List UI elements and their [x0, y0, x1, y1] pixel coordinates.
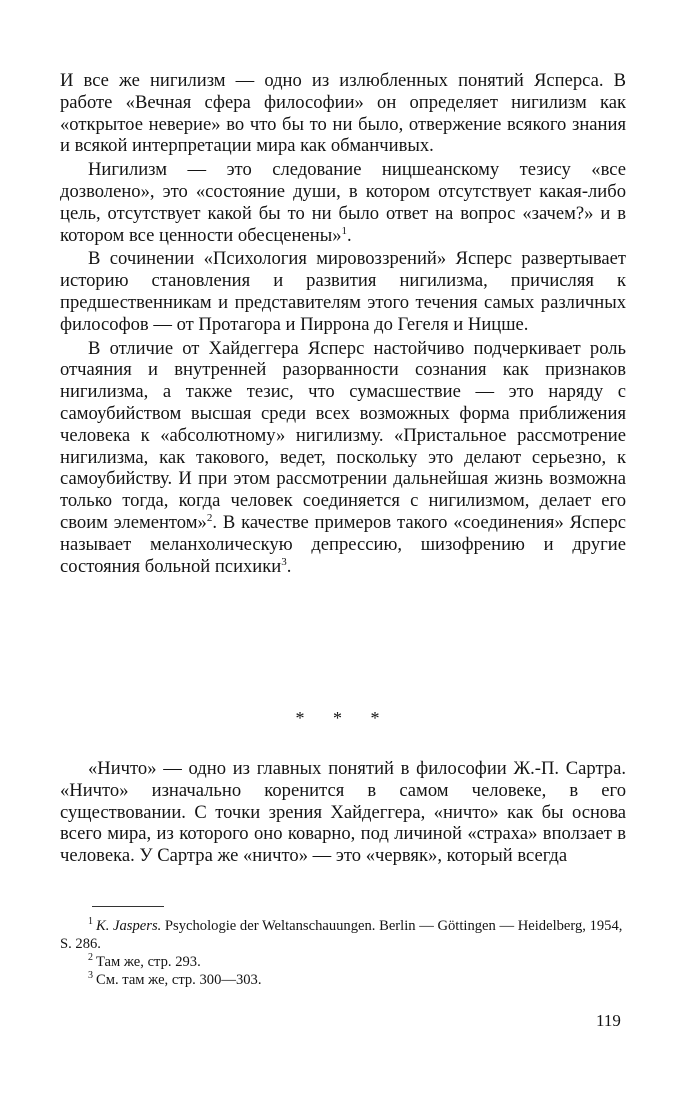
paragraph-3-text: В сочинении «Психология мировоззрений» Ясперс развертывает историю становления и развития нигилизма, причисляя к предшественникам и представителям этого течения самых различных философов — от Протагора и Пиррона до Гегеля и Ницше. — [60, 248, 626, 335]
footnote-1-author: K. Jaspers. — [96, 918, 162, 934]
paragraph-3 — [60, 248, 626, 335]
footnote-2 — [60, 953, 626, 971]
footnote-1-text: Psychologie der Weltanschauungen. Berlin — Göttingen — Heidelberg, 1954, S. 286. — [60, 918, 623, 952]
paragraph-1 — [60, 70, 626, 157]
footnote-ref-3[interactable]: 3 — [281, 555, 287, 568]
section-separator: * * * — [295, 708, 392, 728]
footnote-2-text: Там же, стр. 293. — [96, 954, 201, 970]
footnote-divider — [92, 906, 164, 907]
paragraph-4-text: В отличие от Хайдеггера Ясперс настойчиво подчеркивает роль отчаяния и внутренней разорванности сознания как признаков нигилизма, а также тезис, что сумасшествие — это наряду с самоубийством высшая среди всех возможных форма приближения человека к «абсолютному» нигилизму. «Пристальное рассмотрение нигилизма, как такового, ведет, поскольку это делают серьезно, к самоубийству. И при этом рассмотрении дальнейшая жизнь возможна только тогда, когда человек соединяется с нигилизмом, делает его своим элементом» — [60, 337, 626, 533]
footnote-ref-2[interactable]: 2 — [206, 511, 213, 524]
footnote-1-number: 1 — [88, 916, 93, 928]
footnote-3 — [60, 971, 626, 989]
paragraph-1-text: И все же нигилизм — одно из излюбленных понятий Ясперса. В работе «Вечная сфера философии» он определяет нигилизм как «открытое неверие» во что бы то ни было, отвержение всякого знания и всякой интерпретации мира как обманчивых. — [60, 70, 626, 157]
footnote-2-number: 2 — [88, 952, 93, 964]
footnote-ref-1[interactable]: 1 — [341, 224, 347, 237]
page-number: 119 — [596, 1011, 621, 1030]
paragraph-2-text: Нигилизм — это следование ницшеанскому тезису «все дозволено», это «состояние души, в котором отсутствует какая-либо цель, отсутствует какой бы то ни было ответ на вопрос «зачем?» и в котором все ценности обесценены» — [60, 159, 626, 246]
paragraph-4-end: . — [286, 555, 292, 577]
footnote-3-number: 3 — [88, 970, 93, 982]
footnote-3-text: См. там же, стр. 300—303. — [96, 972, 262, 988]
section-2 — [60, 758, 626, 867]
footnote-1 — [60, 917, 626, 953]
section-2-paragraph: «Ничто» — одно из главных понятий в философии Ж.-П. Сартра. «Ничто» изначально коренится в самом человеке, в его существовании. С точки зрения Хайдеггера, «ничто» как бы основа всего мира, из которого оно коварно, под личиной «страха» вползает в человека. У Сартра же «ничто» — это «червяк», который всегда — [60, 758, 626, 867]
paragraph-4 — [60, 338, 626, 578]
main-text — [60, 70, 626, 579]
paragraph-2-end: . — [347, 224, 352, 246]
paragraph-2 — [60, 159, 626, 246]
footnotes — [60, 917, 626, 989]
paragraph-4-middle: . В качестве примеров такого «соединения» Ясперс называет меланхолическую депрессию, шизофрению и другие состояния больной психики — [60, 511, 626, 577]
